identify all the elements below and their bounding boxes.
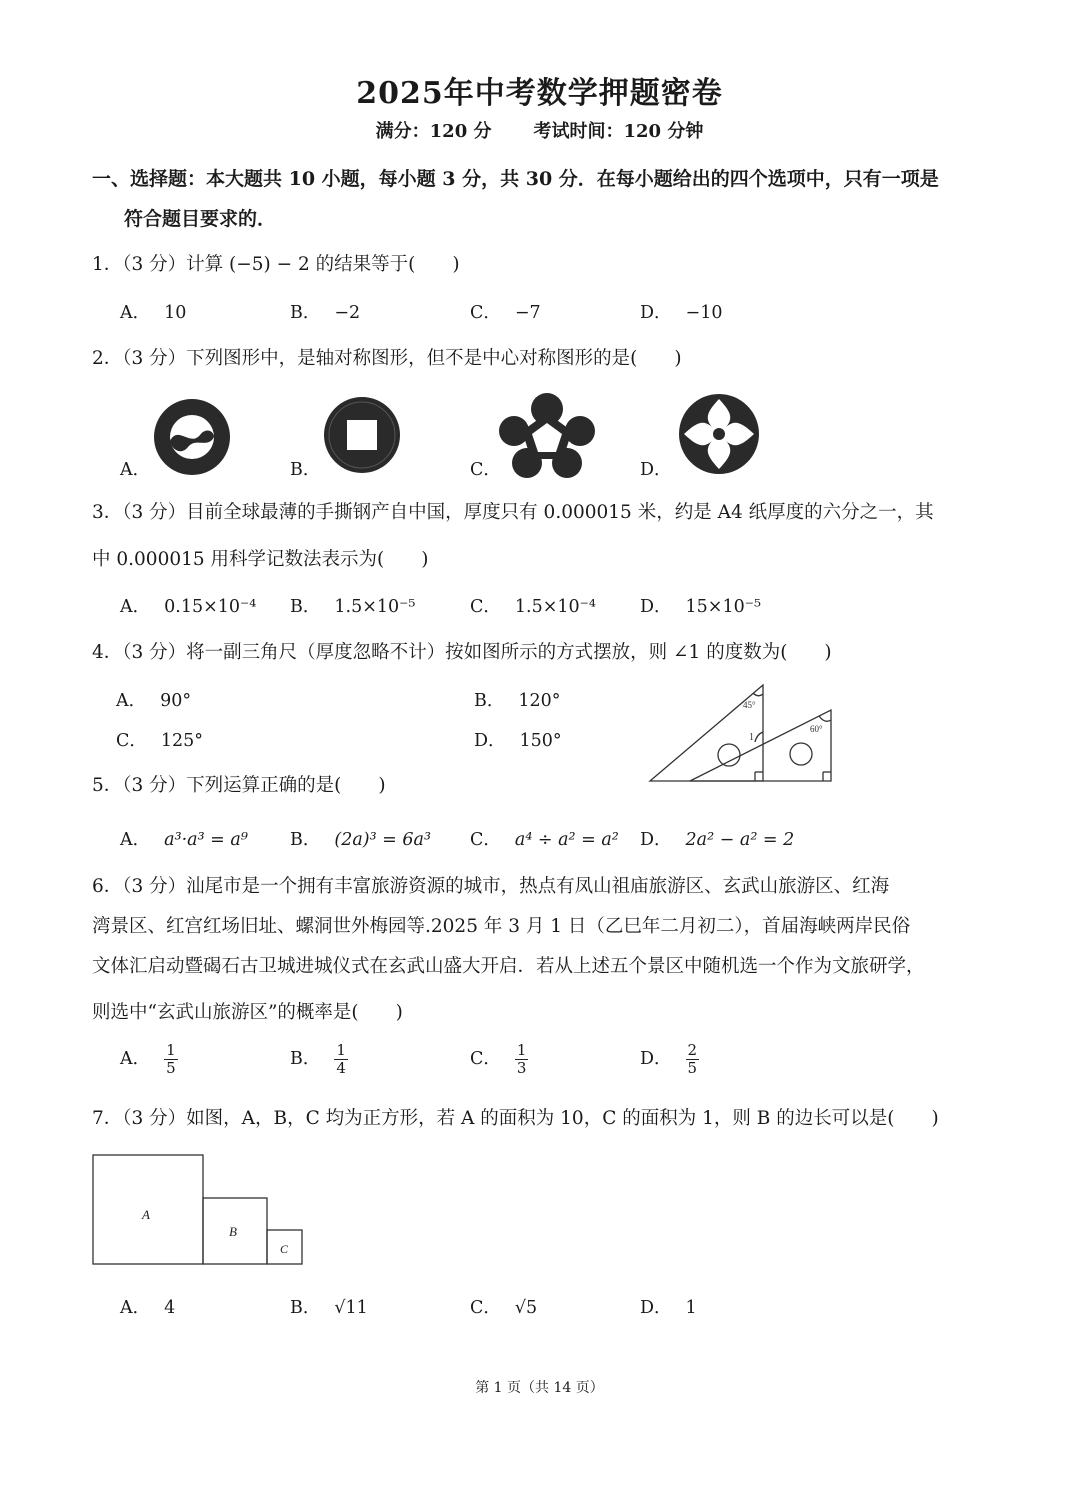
- q1-option-b: B． −2: [290, 303, 361, 323]
- question-6-stem: 6．（3 分）汕尾市是一个拥有丰富旅游资源的城市，热点有凤山祖庙旅游区、玄武山旅游区、红海: [92, 876, 890, 897]
- angle-1-label: 1: [749, 732, 754, 743]
- q2-option-d-label: D．: [640, 460, 672, 480]
- question-3-stem: 3．（3 分）目前全球最薄的手撕钢产自中国，厚度只有 0.000015 米，约是 A4 纸厚度的六分之一，其: [92, 502, 934, 523]
- page-title: 2025年中考数学押题密卷: [356, 76, 723, 111]
- q4-option-d: D． 150°: [474, 731, 562, 751]
- question-2-stem: 2．（3 分）下列图形中，是轴对称图形，但不是中心对称图形的是( ): [92, 348, 682, 369]
- q3-option-b: B． 1.5×10⁻⁵: [290, 597, 416, 617]
- section-heading-cont: 符合题目要求的．: [124, 208, 277, 230]
- q4-option-c: C． 125°: [116, 731, 204, 751]
- angle-45-label: 45°: [743, 700, 756, 710]
- q6-option-b: B． $\frac{1}{4}$: [290, 1041, 346, 1077]
- q7-option-a: A． 4: [120, 1298, 176, 1318]
- q4-option-a: A． 90°: [116, 691, 192, 711]
- q6-option-a: A． $\frac{1}{5}$: [120, 1041, 176, 1077]
- question-6-stem-3: 文体汇启动暨碣石古卫城进城仪式在玄武山盛大开启．若从上述五个景区中随机选一个作为文旅研学，: [92, 956, 925, 977]
- exam-time: 考试时间：120 分钟: [533, 121, 704, 142]
- q4-option-b: B． 120°: [474, 691, 561, 711]
- squares-figure: [92, 1154, 306, 1266]
- q3-option-c: C． 1.5×10⁻⁴: [470, 597, 596, 617]
- q3-option-a: A． 0.15×10⁻⁴: [120, 597, 257, 617]
- q1-option-c: C． −7: [470, 303, 541, 323]
- q6-option-c: C． $\frac{1}{3}$: [470, 1041, 527, 1077]
- q1-option-a: A． 10: [120, 303, 187, 323]
- full-score: 满分：120 分: [375, 121, 492, 142]
- question-4-stem: 4．（3 分）将一副三角尺（厚度忽略不计）按如图所示的方式摆放，则 ∠1 的度数为( ): [92, 642, 832, 663]
- yin-yang-symbol-icon: [152, 397, 232, 477]
- q2-option-c-label: C．: [470, 460, 501, 480]
- q5-option-c: C． a⁴ ÷ a² = a²: [470, 830, 619, 850]
- q3-option-d: D． 15×10⁻⁵: [640, 597, 761, 617]
- square-b-label: B: [229, 1224, 237, 1239]
- five-petal-pentagon-icon: [502, 391, 592, 477]
- q2-option-a-label: A．: [120, 460, 151, 480]
- question-6-stem-2: 湾景区、红宫红场旧址、螺洞世外梅园等.2025 年 3 月 1 日（乙巳年二月初二），首届海峡两岸民俗: [92, 916, 911, 937]
- q1-option-d: D． −10: [640, 303, 723, 323]
- q7-option-c: C． √5: [470, 1298, 538, 1318]
- q5-option-b: B． (2a)³ = 6a³: [290, 830, 431, 850]
- q5-option-a: A． a³·a³ = a⁹: [120, 830, 248, 850]
- triangle-rulers-figure: [645, 680, 840, 786]
- section-heading: 一、选择题：本大题共 10 小题，每小题 3 分，共 30 分．在每小题给出的四个选项中，只有一项是: [92, 168, 939, 190]
- question-7-stem: 7．（3 分）如图，A，B，C 均为正方形，若 A 的面积为 10，C 的面积为 1，则 B 的边长可以是( ): [92, 1108, 939, 1129]
- question-5-stem: 5．（3 分）下列运算正确的是( ): [92, 775, 386, 796]
- q7-option-b: B． √11: [290, 1298, 368, 1318]
- square-c-label: C: [280, 1242, 289, 1256]
- square-a-label: A: [142, 1207, 150, 1222]
- page-footer: 第 1 页（共 14 页）: [475, 1380, 604, 1396]
- q6-option-d: D． $\frac{2}{5}$: [640, 1041, 698, 1077]
- exam-info: [0, 117, 1079, 143]
- q2-option-b-label: B．: [290, 460, 321, 480]
- square-hole-coin-icon: [322, 395, 402, 475]
- question-6-stem-4: 则选中“玄武山旅游区”的概率是( ): [92, 1002, 403, 1023]
- q5-option-d: D． 2a² − a² = 2: [640, 830, 795, 850]
- question-1-stem: 1．（3 分）计算 (−5) − 2 的结果等于( ): [92, 254, 460, 275]
- four-lobe-circle-icon: [676, 391, 762, 477]
- angle-60-label: 60°: [810, 724, 823, 734]
- q7-option-d: D． 1: [640, 1298, 697, 1318]
- question-3-stem-cont: 中 0.000015 用科学记数法表示为( ): [92, 549, 429, 570]
